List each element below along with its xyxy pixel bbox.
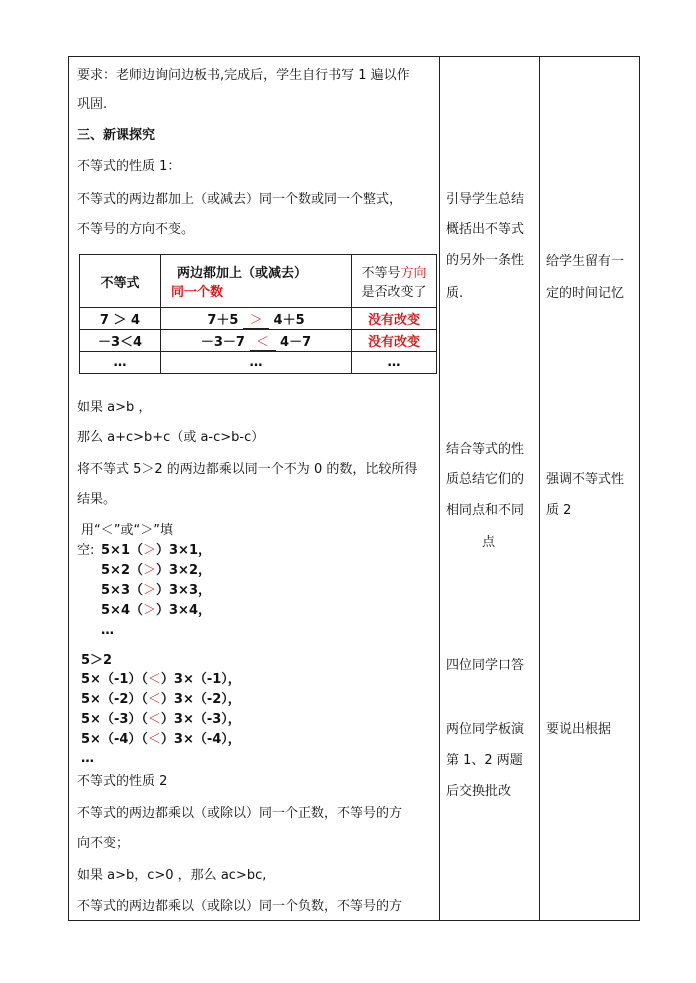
mid-text: 第 1、2 两题 xyxy=(446,753,523,768)
table-cell: －3－7 ＜ 4－7 xyxy=(161,330,352,352)
table-cell: … xyxy=(161,352,352,374)
right-text: 强调不等式性 xyxy=(546,472,625,487)
mid-text: 后交换批改 xyxy=(446,784,512,799)
right-text: 定的时间记忆 xyxy=(546,286,625,301)
property2-text: 不等式的两边都乘以（或除以）同一个正数，不等号的方 xyxy=(77,806,403,821)
fill-instruction: 用“＜”或“＞”填 xyxy=(81,523,173,538)
fill-row: 5×4（＞）3×4， xyxy=(101,603,211,618)
if-statement: 如果 a>b ， xyxy=(77,400,152,415)
inequality-5-gt-2: 5＞2 xyxy=(81,653,113,668)
lesson-table xyxy=(68,56,640,921)
if-statement-2: 如果 a>b，c>0 ，那么 ac>bc, xyxy=(77,868,267,883)
fill-row: 5×3（＞）3×3， xyxy=(101,583,211,598)
requirement-text-cont: 巩固. xyxy=(77,97,108,112)
table-cell: －3＜4 xyxy=(80,330,161,352)
property1-text-cont: 不等号的方向不变。 xyxy=(77,222,195,237)
right-text: 给学生留有一 xyxy=(546,254,625,269)
property1-text: 不等式的两边都加上（或减去）同一个数或同一个整式， xyxy=(77,192,403,207)
column-divider xyxy=(539,57,540,920)
mid-text: 相同点和不同 xyxy=(446,503,525,518)
table-cell: 没有改变 xyxy=(352,330,437,352)
property2-title: 不等式的性质 2 xyxy=(77,774,168,789)
column-divider xyxy=(439,57,440,920)
property1-title: 不等式的性质 1： xyxy=(77,159,181,174)
multiply-prompt: 将不等式 5＞2 的两边都乘以同一个不为 0 的数，比较所得 xyxy=(77,462,418,477)
mid-text: 点 xyxy=(482,535,496,550)
fill-row: 5×（-2）（＜）3×（-2）， xyxy=(81,692,241,707)
table-cell: … xyxy=(352,352,437,374)
property2-negative-text: 不等式的两边都乘以（或除以）同一个负数，不等号的方 xyxy=(77,899,403,914)
header-add-same: 两边都加上（或减去） 同一个数 xyxy=(161,255,352,308)
table-cell: 7＋5 ＞ 4＋5 xyxy=(161,308,352,330)
then-statement: 那么 a+c>b+c（或 a-c>b-c） xyxy=(77,430,265,445)
fill-row: 5×1（＞）3×1， xyxy=(101,543,211,558)
ellipsis: … xyxy=(101,623,114,638)
property2-text-cont: 向不变； xyxy=(77,836,130,851)
table-cell: 没有改变 xyxy=(352,308,437,330)
fill-row: 5×（-1）（＜）3×（-1）， xyxy=(81,672,241,687)
fill-instruction-cont: 空: xyxy=(77,543,95,558)
multiply-prompt-cont: 结果。 xyxy=(77,492,117,507)
mid-text: 结合等式的性 xyxy=(446,442,525,457)
mid-text: 质. xyxy=(446,286,464,301)
inequality-table xyxy=(79,254,437,374)
section-heading: 三、新课探究 xyxy=(77,128,156,143)
header-sign-change: 不等号方向 是否改变了 xyxy=(352,255,437,308)
table-cell: 7 ＞ 4 xyxy=(80,308,161,330)
table-cell: … xyxy=(80,352,161,374)
mid-text: 引导学生总结 xyxy=(446,192,525,207)
mid-text: 两位同学板演 xyxy=(446,722,525,737)
ellipsis: … xyxy=(81,751,94,766)
right-text: 要说出根据 xyxy=(546,722,612,737)
mid-text: 四位同学口答 xyxy=(446,658,525,673)
mid-text: 质总结它们的 xyxy=(446,472,525,487)
fill-row: 5×（-4）（＜）3×（-4）， xyxy=(81,732,241,747)
header-inequality: 不等式 xyxy=(80,255,161,308)
fill-row: 5×2（＞）3×2， xyxy=(101,563,211,578)
fill-row: 5×（-3）（＜）3×（-3）， xyxy=(81,712,241,727)
requirement-text: 要求：老师边询问边板书,完成后，学生自行书写 1 遍以作 xyxy=(77,68,410,83)
mid-text: 概括出不等式 xyxy=(446,222,525,237)
mid-text: 的另外一条性 xyxy=(446,253,525,268)
right-text: 质 2 xyxy=(546,503,572,518)
